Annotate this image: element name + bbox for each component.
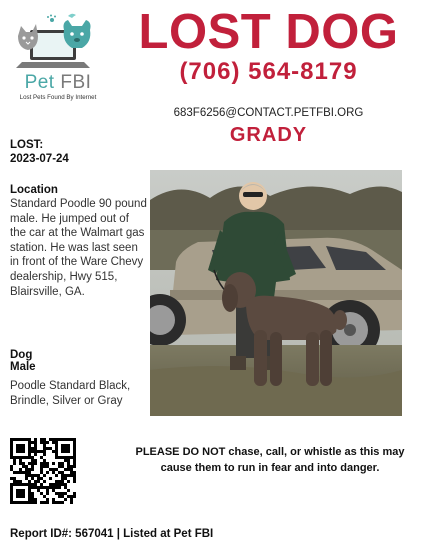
- brand-name-pet: Pet: [24, 72, 55, 93]
- contact-phone[interactable]: (706) 564-8179: [179, 58, 358, 85]
- safety-warning: PLEASE DO NOT chase, call, or whistle as this may cause them to run in fear and into danger.: [135, 446, 405, 474]
- contact-email[interactable]: 683F6256@CONTACT.PETFBI.ORG: [173, 107, 364, 119]
- lost-date-value: 2023-07-24: [10, 153, 69, 165]
- pet-photo: [150, 170, 402, 416]
- species-value: Dog: [10, 349, 33, 361]
- sex-value: Male: [10, 361, 36, 373]
- qr-code[interactable]: [10, 438, 76, 504]
- location-description: Standard Poodle 90 pound male. He jumped out of the car at the Walmart gas station. He was last seen in front of the Ware Chevy dealership, Hwy 515, Blairsville, GA.: [10, 198, 147, 298]
- qr-code-icon: [10, 438, 76, 504]
- pet-name: GRADY: [229, 124, 308, 146]
- breed-colors: Poodle Standard Black, Brindle, Silver or Gray: [10, 380, 131, 407]
- cat-dog-laptop-logo-icon: [12, 12, 96, 72]
- brand-name-fbi: FBI: [60, 72, 92, 93]
- poster-title: LOST DOG: [138, 5, 399, 59]
- petfbi-logo: [8, 10, 108, 102]
- species-sex-block: [10, 349, 36, 373]
- brand-name: [8, 72, 108, 94]
- lost-date-label: LOST:: [10, 139, 44, 151]
- report-footer: Report ID#: 567041 | Listed at Pet FBI: [10, 528, 214, 540]
- location-label: Location: [10, 184, 58, 196]
- brand-tagline: Lost Pets Found By Internet: [19, 94, 97, 101]
- man-with-standard-poodle-photo: [150, 170, 402, 416]
